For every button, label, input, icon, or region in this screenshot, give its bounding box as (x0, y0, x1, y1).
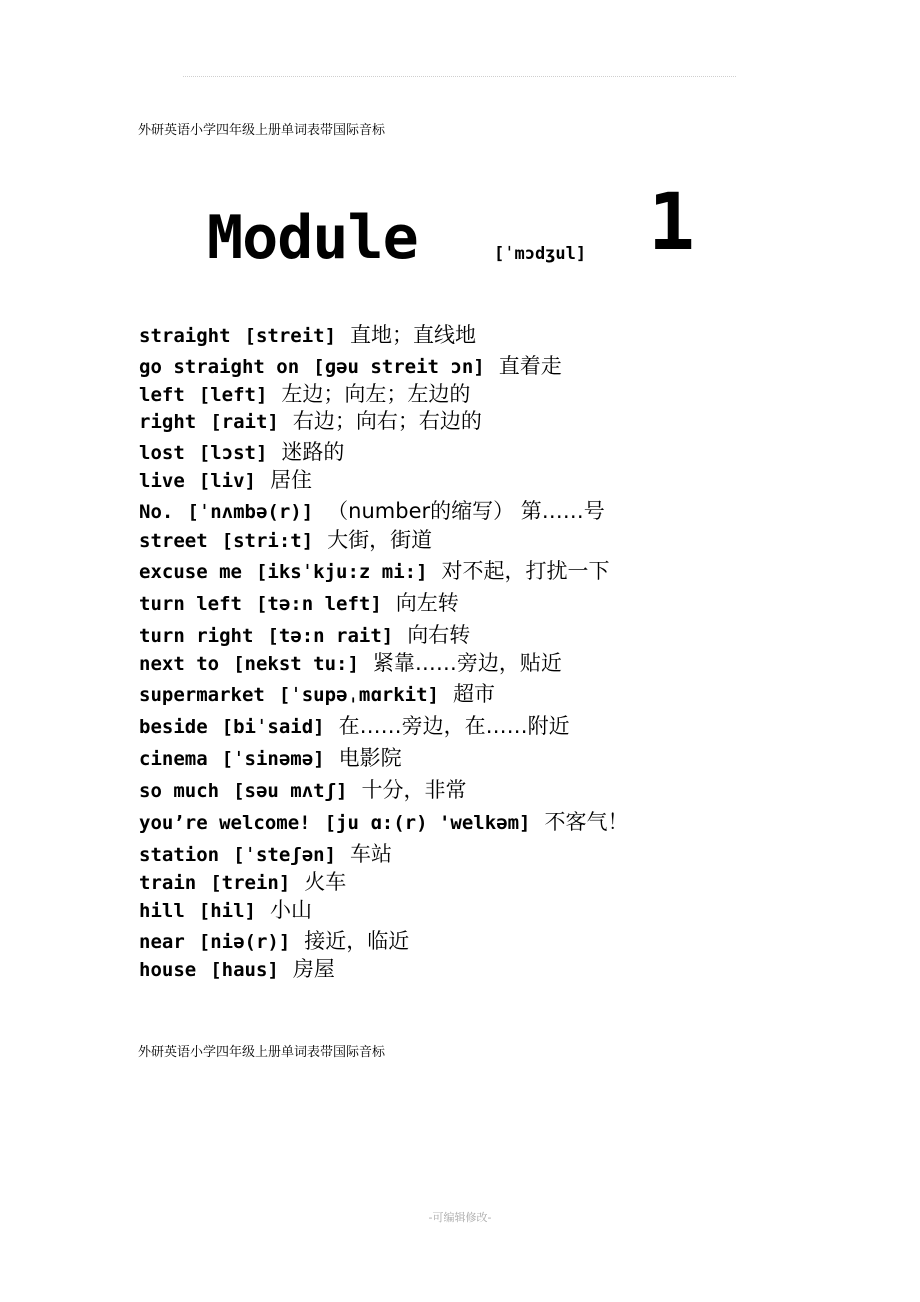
vocab-phonetic: [ˈsteʃən] (233, 844, 337, 866)
vocab-word: go straight on (139, 356, 300, 378)
module-title: Module (207, 203, 418, 273)
vocab-meaning: 超市 (453, 682, 495, 706)
vocab-word: near (139, 931, 185, 953)
vocab-phonetic: [liv] (198, 470, 256, 492)
vocab-word: house (139, 959, 197, 981)
vocab-phonetic: [iksˈkju:z mi:] (255, 561, 428, 583)
vocab-meaning: 居住 (269, 468, 312, 492)
vocab-word: cinema (139, 748, 208, 770)
vocab-phonetic: [nekst tu:] (233, 653, 359, 675)
vocab-meaning: 右边；向右；右边的 (292, 409, 482, 433)
vocab-phonetic: [streit] (244, 325, 337, 347)
vocab-word: so much (139, 780, 220, 802)
vocab-entry (139, 465, 312, 495)
vocab-phonetic: [hil] (198, 900, 256, 922)
vocab-phonetic: [biˈsaid] (221, 716, 325, 738)
vocab-meaning: 向左转 (395, 591, 459, 615)
vocab-word: turn left (139, 593, 242, 615)
page-header: 外研英语小学四年级上册单词表带国际音标 (138, 123, 386, 138)
vocab-entry (139, 320, 476, 350)
vocab-word: street (139, 530, 208, 552)
vocab-phonetic: [lɔst] (198, 442, 268, 464)
vocab-entry (139, 556, 610, 586)
vocab-entry (139, 525, 432, 555)
vocab-word: train (139, 872, 197, 894)
vocab-phonetic: [stri:t] (221, 530, 314, 552)
vocab-entry (139, 679, 495, 709)
vocab-meaning: 不客气！ (544, 810, 629, 834)
vocab-entry (139, 867, 346, 897)
vocab-entry (139, 954, 335, 984)
vocab-meaning: 电影院 (338, 746, 402, 770)
vocab-meaning: （number的缩写） 第……号 (327, 499, 605, 523)
vocab-entry (139, 588, 459, 618)
vocab-entry (139, 711, 570, 741)
vocab-entry (139, 807, 629, 837)
vocab-word: live (139, 470, 185, 492)
vocab-phonetic: [ˈsinəmə] (221, 748, 325, 770)
vocab-word: left (139, 384, 185, 406)
vocab-meaning: 在……旁边，在……附近 (338, 714, 570, 738)
vocab-phonetic: [rait] (210, 411, 279, 433)
header-rule (183, 76, 736, 77)
vocab-phonetic: [səu mʌtʃ] (233, 780, 348, 802)
vocab-word: hill (139, 900, 185, 922)
vocab-word: next to (139, 653, 220, 675)
vocab-phonetic: [ˈsupəˌmɑrkit] (278, 684, 439, 706)
vocab-meaning: 十分，非常 (361, 778, 467, 802)
vocab-meaning: 直着走 (498, 354, 562, 378)
vocab-phonetic: [trein] (210, 872, 291, 894)
vocab-entry (139, 351, 562, 381)
vocab-entry (139, 895, 312, 925)
vocab-meaning: 对不起，打扰一下 (441, 559, 610, 583)
vocab-meaning: 小山 (269, 898, 312, 922)
vocab-entry (139, 379, 470, 409)
vocab-meaning: 左边；向左；左边的 (281, 382, 471, 406)
vocab-entry (139, 926, 409, 956)
vocab-meaning: 大街，街道 (327, 528, 433, 552)
vocab-word: excuse me (139, 561, 242, 583)
watermark: -可编辑修改- (428, 1211, 492, 1224)
page-footer: 外研英语小学四年级上册单词表带国际音标 (138, 1045, 386, 1060)
vocab-entry (139, 839, 392, 869)
vocab-meaning: 接近，临近 (304, 929, 410, 953)
vocab-meaning: 火车 (304, 870, 347, 894)
module-number: 1 (648, 178, 695, 268)
vocab-meaning: 房屋 (292, 957, 335, 981)
vocab-word: No. (139, 501, 174, 523)
vocab-meaning: 紧靠……旁边，贴近 (372, 651, 562, 675)
vocab-phonetic: [haus] (210, 959, 279, 981)
vocab-entry (139, 406, 482, 436)
vocab-word: straight (139, 325, 231, 347)
vocab-meaning: 车站 (350, 842, 393, 866)
vocab-entry (139, 496, 605, 526)
module-title-phonetic: [ˈmɔdʒul] (494, 244, 587, 264)
vocab-meaning: 直地；直线地 (350, 323, 477, 347)
vocab-phonetic: [tə:n rait] (267, 625, 394, 647)
vocab-entry (139, 775, 466, 805)
vocab-word: lost (139, 442, 185, 464)
vocab-word: right (139, 411, 197, 433)
vocab-entry (139, 743, 402, 773)
vocab-phonetic: [ju ɑ:(r) 'welkəm] (324, 812, 531, 834)
vocab-word: beside (139, 716, 208, 738)
vocab-meaning: 向右转 (407, 623, 471, 647)
vocab-word: station (139, 844, 220, 866)
vocab-phonetic: [left] (198, 384, 268, 406)
vocab-entry (139, 437, 344, 467)
vocab-phonetic: [tə:n left] (255, 593, 382, 615)
vocab-word: you’re welcome! (139, 812, 311, 834)
vocab-entry (139, 620, 470, 650)
vocab-entry (139, 648, 562, 678)
vocab-phonetic: [niə(r)] (198, 931, 291, 953)
vocab-phonetic: [ɡəu streit ɔn] (313, 356, 485, 378)
vocab-word: turn right (139, 625, 254, 647)
vocab-meaning: 迷路的 (281, 440, 345, 464)
vocab-word: supermarket (139, 684, 265, 706)
vocab-phonetic: [ˈnʌmbə(r)] (187, 501, 314, 523)
